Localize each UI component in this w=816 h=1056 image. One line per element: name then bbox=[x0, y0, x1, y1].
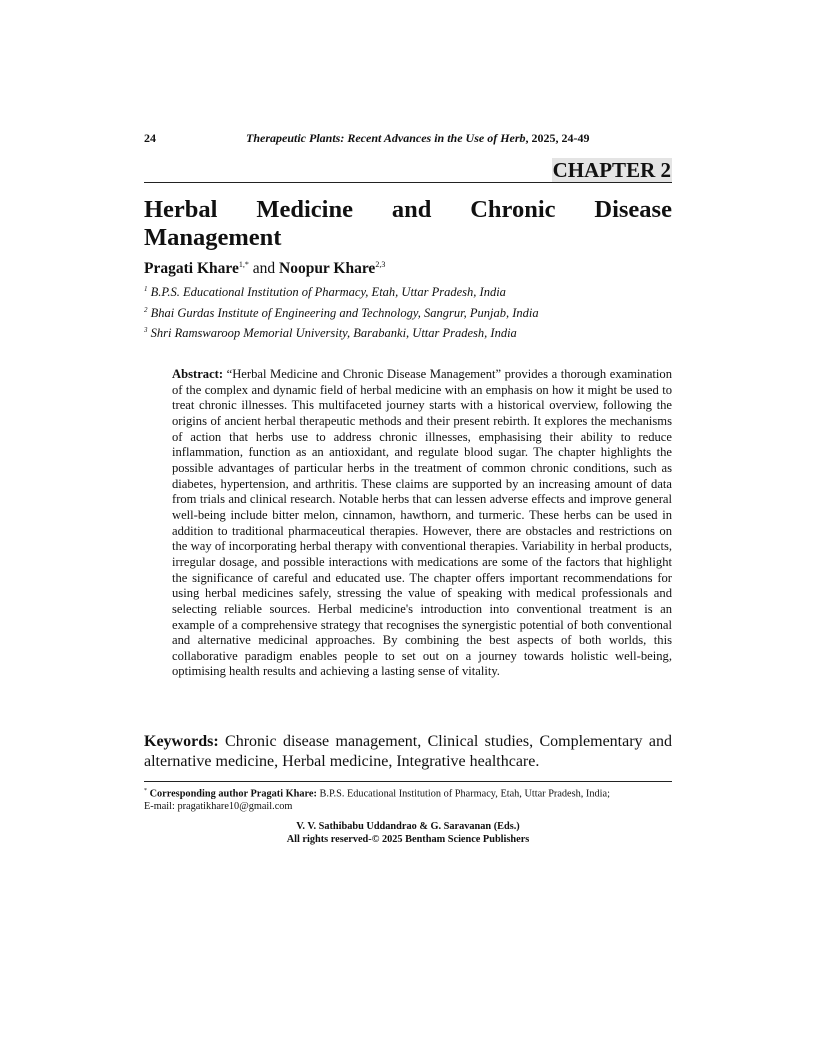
affiliation-sup: 3 bbox=[144, 326, 148, 334]
author-sup: 1,* bbox=[238, 260, 249, 269]
corresponding-author-footnote bbox=[144, 785, 684, 813]
keywords-text: Chronic disease management, Clinical studies, Complementary and alternative medicine, Herbal medicine, Integrative healthcare. bbox=[144, 733, 673, 770]
footnote-text: B.P.S. Educational Institution of Pharmacy, Etah, Uttar Pradesh, India; bbox=[319, 788, 610, 800]
affiliation-text: Shri Ramswaroop Memorial University, Barabanki, Uttar Pradesh, India bbox=[150, 326, 517, 341]
affiliation-sup: 1 bbox=[144, 285, 148, 293]
title-word: Disease bbox=[594, 196, 672, 223]
editors: V. V. Sathibabu Uddandrao & G. Saravanan (Eds.) bbox=[296, 821, 520, 832]
page-number: 24 bbox=[144, 131, 156, 145]
header-divider bbox=[144, 182, 672, 183]
footnote-sup: * bbox=[144, 788, 147, 794]
affiliation-sup: 2 bbox=[144, 306, 148, 314]
author-sup: 2,3 bbox=[375, 260, 386, 269]
keywords-label: Keywords: bbox=[144, 733, 219, 750]
abstract-label: Abstract: bbox=[172, 367, 224, 381]
author-name: Noopur Khare bbox=[279, 260, 376, 278]
chapter-title bbox=[144, 196, 672, 252]
affiliation bbox=[144, 306, 539, 321]
keywords bbox=[144, 732, 672, 772]
abstract-text: “Herbal Medicine and Chronic Disease Management” provides a thorough examination of the complex and dynamic field of herbal medicine with an emphasis on how it might be used to treat chronic illnesses. This multifaceted journey starts with a historical overview, following the origins of ancient herbal therapeutic methods and their present rebirth. It explores the mechanisms of action that herbs use to address chronic illnesses, emphasising their ability to reduce inflammation, function as an antioxidant, and regulate blood sugar. The chapter highlights the possible advantages of particular herbs in the treatment of common chronic conditions, such as diabetes, hypertension, and arthritis. These claims are supported by an increasing amount of data from trials and clinical research. Notable herbs that can lessen adverse effects and improve general well-being include bitter melon, cinnamon, hawthorn, and turmeric. These herbs can be used in addition to traditional pharmaceutical therapies. However, there are obstacles and restrictions on the way of incorporating herbal therapy with conventional therapies. Variability in herbal products, irregular dosage, and possible interactions with medications are some of the factors that highlight the significance of careful and educated use. The chapter offers important recommendations for using herbal medicines safely, stressing the value of speaking with medical professionals and selecting reliable sources. Herbal medicine's introduction into conventional treatment is an example of a comprehensive strategy that recognises the synergistic potential of both conventional and alternative medicinal approaches. By combining the best aspects of both worlds, this collaborative paradigm enables people to set out on a journey towards holistic well-being, optimising health results and achieving a lasting sense of vitality. bbox=[172, 367, 672, 679]
title-word: Medicine bbox=[256, 196, 353, 223]
affiliation-text: Bhai Gurdas Institute of Engineering and Technology, Sangrur, Punjab, India bbox=[150, 306, 539, 321]
title-word: and bbox=[391, 196, 432, 223]
journal-details: , 2025, 24-49 bbox=[525, 131, 590, 145]
footnote-divider bbox=[144, 781, 672, 782]
title-line-2: Management bbox=[144, 224, 282, 251]
chapter-label: CHAPTER 2 bbox=[552, 158, 671, 182]
affiliation bbox=[144, 326, 517, 341]
publication-credits bbox=[144, 820, 672, 846]
journal-citation bbox=[246, 131, 590, 146]
title-word: Chronic bbox=[470, 196, 556, 223]
abstract bbox=[172, 367, 672, 680]
author-name: Pragati Khare bbox=[144, 260, 239, 278]
authors bbox=[144, 260, 385, 278]
affiliation-text: B.P.S. Educational Institution of Pharmacy, Etah, Uttar Pradesh, India bbox=[150, 285, 506, 300]
footnote-email[interactable]: E-mail: pragatikhare10@gmail.com bbox=[144, 801, 293, 813]
journal-title: Therapeutic Plants: Recent Advances in the Use of Herb bbox=[246, 131, 526, 145]
affiliation bbox=[144, 285, 506, 300]
footnote-label: Corresponding author Pragati Khare: bbox=[149, 788, 317, 800]
copyright: All rights reserved-© 2025 Bentham Science Publishers bbox=[286, 834, 530, 845]
author-conjunction: and bbox=[252, 260, 276, 278]
title-word: Herbal bbox=[144, 196, 218, 223]
